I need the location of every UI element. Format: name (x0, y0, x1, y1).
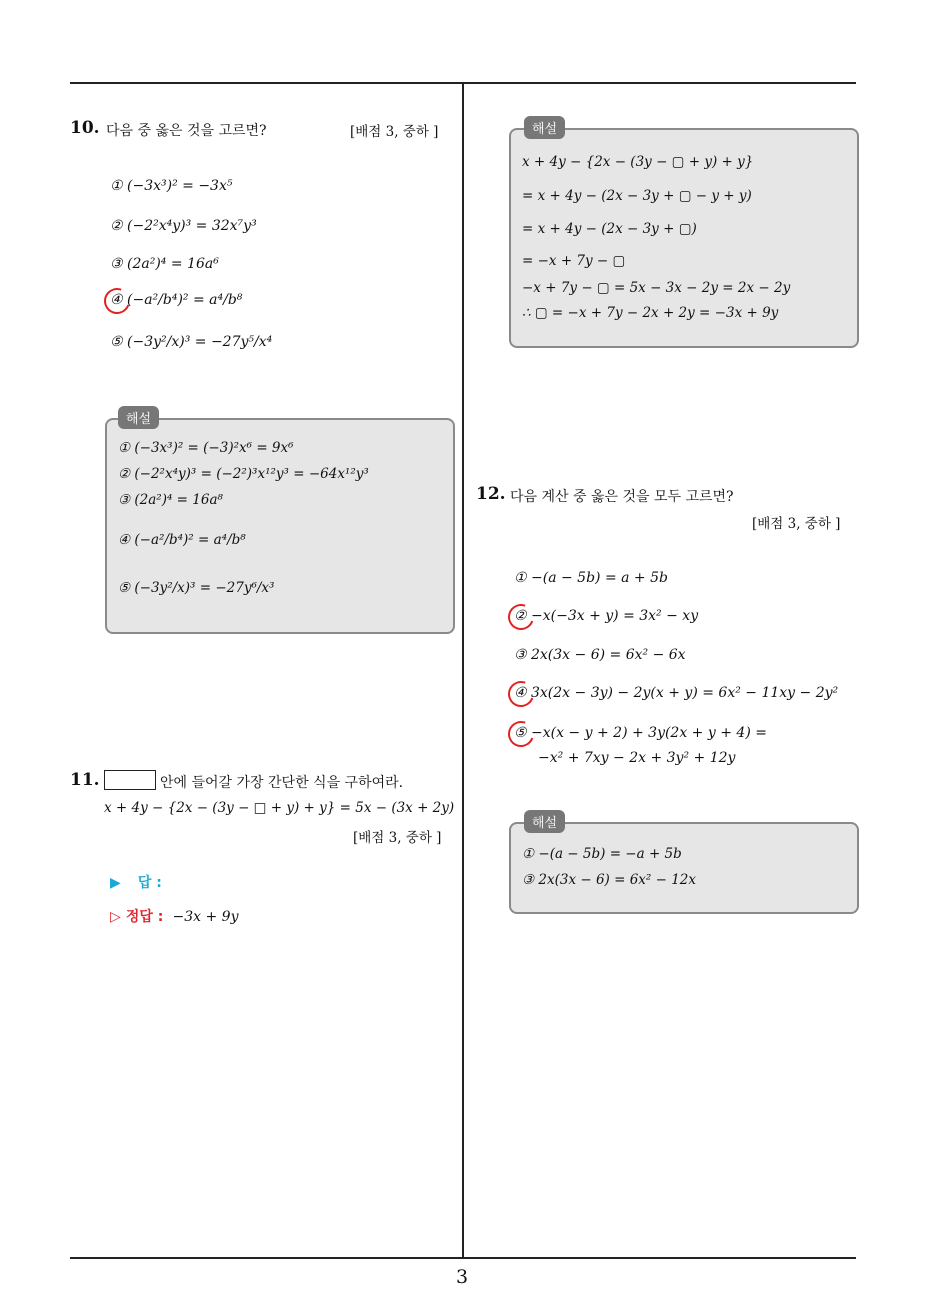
q10-explanation-line-5: ⑤ (−3y²/x)³ = −27y⁶/x³ (118, 580, 275, 596)
play-outline-icon: ▷ (110, 909, 121, 925)
q12-option-4[interactable]: ④ 3x(2x − 3y) − 2y(x + y) = 6x² − 11xy − 2y² (514, 685, 839, 701)
q12-option-5-continued: −x² + 7xy − 2x + 3y² + 12y (538, 750, 736, 766)
q11-explanation-line-4: = −x + 7y − ▢ (522, 253, 626, 269)
q12-number: 12. (476, 484, 506, 504)
q10-explanation-line-2: ② (−2²x⁴y)³ = (−2²)³x¹²y³ = −64x¹²y³ (118, 466, 369, 482)
q12-prompt: 다음 계산 중 옳은 것을 모두 고르면? (510, 489, 734, 505)
q12-explanation-tag: 해설 (524, 810, 565, 833)
q12-option-5[interactable]: ⑤ −x(x − y + 2) + 3y(2x + y + 4) = (514, 725, 767, 741)
q11-explanation-line-1: x + 4y − {2x − (3y − ▢ + y) + y} (522, 154, 754, 170)
column-divider (462, 84, 464, 1258)
q11-explanation-line-2: = x + 4y − (2x − 3y + ▢ − y + y) (522, 188, 752, 204)
q10-explanation-line-3: ③ (2a²)⁴ = 16a⁸ (118, 492, 223, 508)
q12-option-1[interactable]: ① −(a − 5b) = a + 5b (514, 570, 668, 586)
q11-number: 11. (70, 770, 100, 790)
q11-correct-label: 정답 : (125, 909, 164, 925)
page-number: 3 (456, 1266, 469, 1288)
q12-option-2[interactable]: ② −x(−3x + y) = 3x² − xy (514, 608, 699, 624)
q11-score: [배점 3, 중하 ] (353, 830, 442, 846)
q12-explanation-line-1: ① −(a − 5b) = −a + 5b (522, 846, 682, 862)
q10-option-3[interactable]: ③ (2a²)⁴ = 16a⁶ (110, 256, 219, 272)
bottom-rule (70, 1257, 856, 1259)
q12-score: [배점 3, 중하 ] (752, 516, 841, 532)
q11-explanation-line-6: ∴ ▢ = −x + 7y − 2x + 2y = −3x + 9y (522, 305, 779, 321)
q10-option-4[interactable]: ④ (−a²/b⁴)² = a⁴/b⁸ (110, 292, 243, 308)
q10-score: [배점 3, 중하 ] (350, 124, 439, 140)
q10-option-5[interactable]: ⑤ (−3y²/x)³ = −27y⁵/x⁴ (110, 334, 273, 350)
q12-selected-mark-2 (504, 600, 539, 635)
q10-explanation-line-4: ④ (−a²/b⁴)² = a⁴/b⁸ (118, 532, 246, 548)
q12-selected-mark-5 (504, 717, 539, 752)
q11-correct-value: −3x + 9y (172, 909, 239, 925)
q10-option-1[interactable]: ① (−3x³)² = −3x⁵ (110, 178, 233, 194)
q12-option-3[interactable]: ③ 2x(3x − 6) = 6x² − 6x (514, 647, 686, 663)
q12-explanation-box (509, 822, 859, 914)
q11-correct-row (110, 906, 238, 926)
q10-option-2[interactable]: ② (−2²x⁴y)³ = 32x⁷y³ (110, 218, 257, 234)
q10-explanation-line-1: ① (−3x³)² = (−3)²x⁶ = 9x⁶ (118, 440, 294, 456)
q10-selected-mark (100, 284, 135, 319)
play-icon: ▶ (110, 875, 121, 891)
q10-number: 10. (70, 118, 100, 138)
q11-answer-row[interactable] (110, 872, 162, 892)
q11-answer-label: 답 : (137, 875, 162, 891)
q12-selected-mark-4 (504, 677, 539, 712)
q12-explanation-line-2: ③ 2x(3x − 6) = 6x² − 12x (522, 872, 697, 888)
q11-explanation-line-5: −x + 7y − ▢ = 5x − 3x − 2y = 2x − 2y (522, 280, 791, 296)
q10-explanation-tag: 해설 (118, 406, 159, 429)
q11-explanation-line-3: = x + 4y − (2x − 3y + ▢) (522, 221, 697, 237)
q11-explanation-tag: 해설 (524, 116, 565, 139)
q11-answer-blank (104, 770, 156, 790)
q11-expression: x + 4y − {2x − (3y − □ + y) + y} = 5x − (3x + 2y) (104, 800, 455, 816)
q10-prompt: 다음 중 옳은 것을 고르면? (106, 123, 267, 139)
q11-prompt: 안에 들어갈 가장 간단한 식을 구하여라. (160, 775, 404, 791)
